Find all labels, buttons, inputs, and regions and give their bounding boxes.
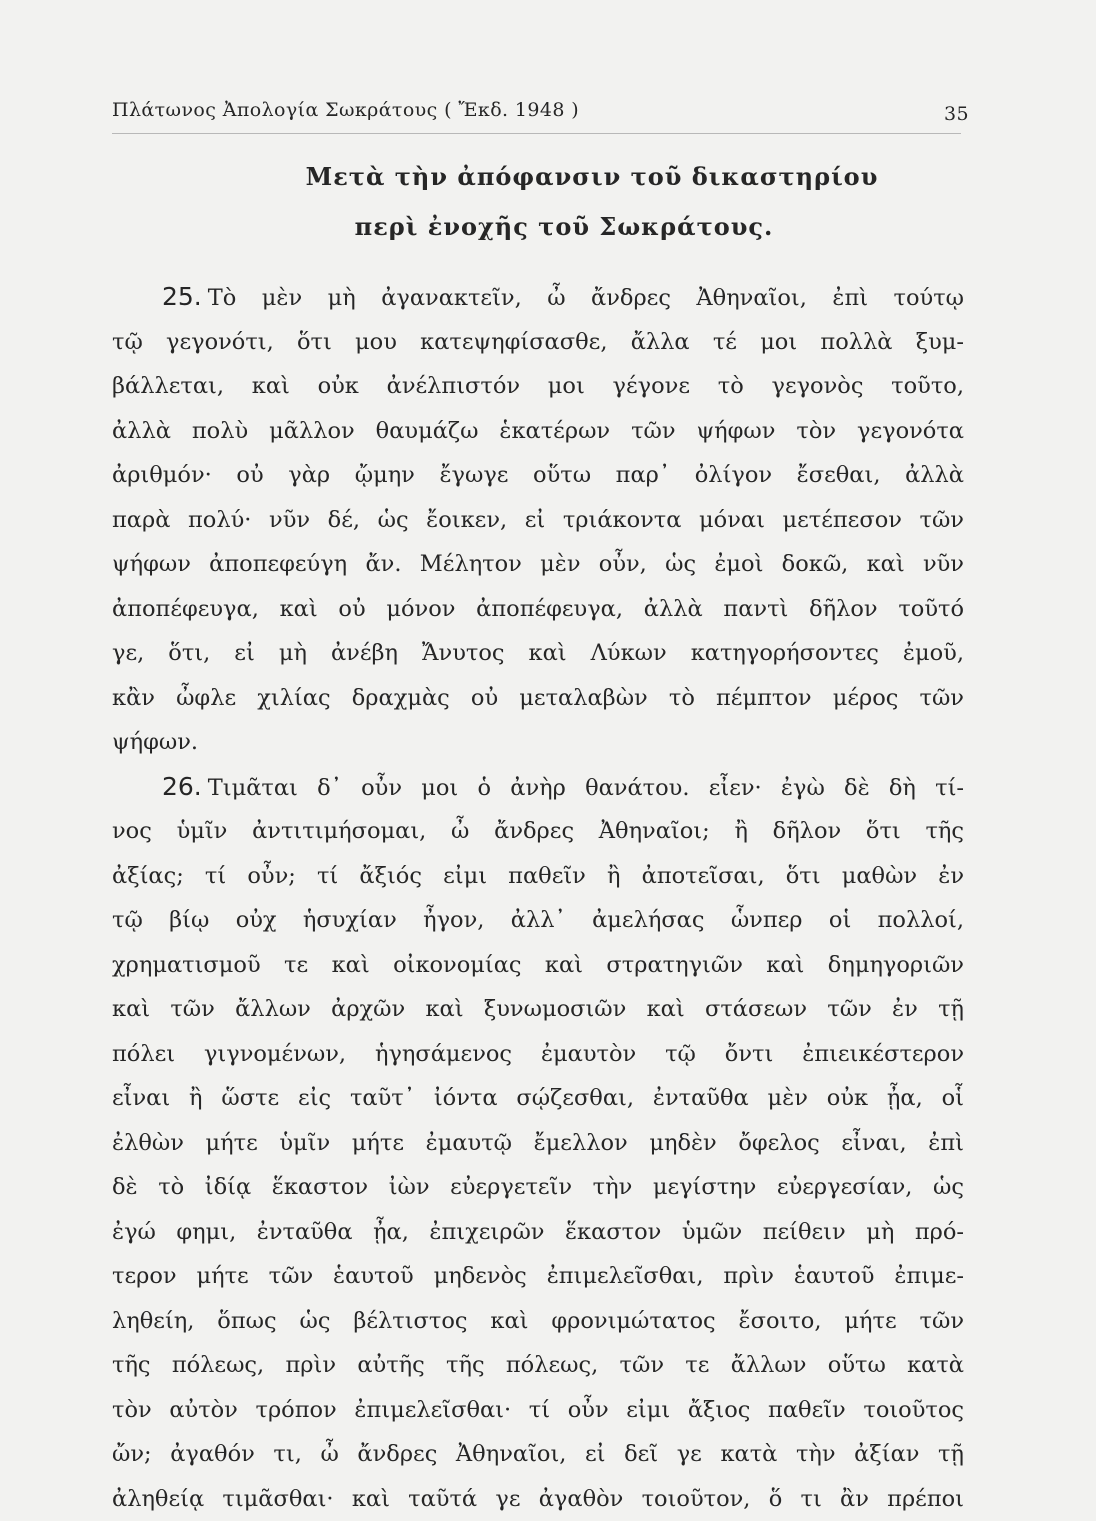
text-line: ὤν; ἀγαθόν τι, ὦ ἄνδρες Ἀθηναῖοι, εἰ δεῖ γε κατὰ τὴν ἀξίαν τῇ xyxy=(112,1432,964,1477)
text-line: γε, ὅτι, εἰ μὴ ἀνέβη Ἄνυτος καὶ Λύκων κατηγορήσοντες ἐμοῦ, xyxy=(112,631,964,676)
text-line: εἶναι ἢ ὥστε εἰς ταῦτ᾽ ἰόντα σῴζεσθαι, ἐνταῦθα μὲν οὐκ ᾖα, οἷ xyxy=(112,1076,964,1121)
section-number-25: 25. xyxy=(162,282,202,311)
text-line: τὸν αὐτὸν τρόπον ἐπιμελεῖσθαι· τί οὖν εἰμι ἄξιος παθεῖν τοιοῦτος xyxy=(112,1388,964,1433)
section-heading-line-1: Μετὰ τὴν ἀπόφανσιν τοῦ δικαστηρίου xyxy=(44,162,1096,191)
text-line: τῆς πόλεως, πρὶν αὐτῆς τῆς πόλεως, τῶν τε ἄλλων οὕτω κατὰ xyxy=(112,1343,964,1388)
text-line: δὲ τὸ ἰδίᾳ ἕκαστον ἰὼν εὐεργετεῖν τὴν μεγίστην εὐεργεσίαν, ὡς xyxy=(112,1165,964,1210)
text-line: ἀριθμόν· οὐ γὰρ ᾤμην ἔγωγε οὕτω παρ᾽ ὀλίγον ἔσεθαι, ἀλλὰ xyxy=(112,453,964,498)
page-number: 35 xyxy=(944,103,969,125)
section-number-26: 26. xyxy=(162,772,202,801)
text-line: καὶ τῶν ἄλλων ἀρχῶν καὶ ξυνωμοσιῶν καὶ στάσεων τῶν ἐν τῇ xyxy=(112,987,964,1032)
text-line: ἐγώ φημι, ἐνταῦθα ᾖα, ἐπιχειρῶν ἕκαστον ὑμῶν πείθειν μὴ πρό- xyxy=(112,1210,964,1255)
text-line: ἀποπέφευγα, καὶ οὐ μόνον ἀποπέφευγα, ἀλλὰ παντὶ δῆλον τοῦτό xyxy=(112,587,964,632)
section-heading-line-2: περὶ ἐνοχῆς τοῦ Σωκράτους. xyxy=(16,212,1096,241)
text-line: ψήφων ἀποπεφεύγη ἄν. Μέλητον μὲν οὖν, ὡς ἐμοὶ δοκῶ, καὶ νῦν xyxy=(112,542,964,587)
line-text: Τιμᾶται δ᾽ οὖν μοι ὁ ἀνὴρ θανάτου. εἶεν· ἐγὼ δὲ δὴ τί- xyxy=(208,775,964,801)
text-line: τερον μήτε τῶν ἑαυτοῦ μηδενὸς ἐπιμελεῖσθαι, πρὶν ἑαυτοῦ ἐπιμε- xyxy=(112,1254,964,1299)
running-head xyxy=(112,93,961,134)
text-line: παρὰ πολύ· νῦν δέ, ὡς ἔοικεν, εἰ τριάκοντα μόναι μετέπεσον τῶν xyxy=(112,498,964,543)
text-line: ἀληθείᾳ τιμᾶσθαι· καὶ ταῦτά γε ἀγαθὸν τοιοῦτον, ὅ τι ἂν πρέποι xyxy=(112,1477,964,1521)
text-line: ἀλλὰ πολὺ μᾶλλον θαυμάζω ἑκατέρων τῶν ψήφων τὸν γεγονότα xyxy=(112,409,964,454)
text-line: κἂν ὦφλε χιλίας δραχμὰς οὐ μεταλαβὼν τὸ πέμπτον μέρος τῶν xyxy=(112,676,964,721)
text-line xyxy=(112,765,964,810)
running-head-title: Πλάτωνος Ἀπολογία Σωκράτους ( Ἔκδ. 1948 ) xyxy=(112,99,579,121)
line-text: Τὸ μὲν μὴ ἀγανακτεῖν, ὦ ἄνδρες Ἀθηναῖοι, ἐπὶ τούτῳ xyxy=(208,285,964,311)
text-line: πόλει γιγνομένων, ἡγησάμενος ἐμαυτὸν τῷ ὄντι ἐπιεικέστερον xyxy=(112,1032,964,1077)
text-line: νος ὑμῖν ἀντιτιμήσομαι, ὦ ἄνδρες Ἀθηναῖοι; ἢ δῆλον ὅτι τῆς xyxy=(112,809,964,854)
text-line: ψήφων. xyxy=(112,720,964,765)
body-text xyxy=(112,275,964,1521)
text-line: βάλλεται, καὶ οὐκ ἀνέλπιστόν μοι γέγονε τὸ γεγονὸς τοῦτο, xyxy=(112,364,964,409)
text-line: ἐλθὼν μήτε ὑμῖν μήτε ἐμαυτῷ ἔμελλον μηδὲν ὄφελος εἶναι, ἐπὶ xyxy=(112,1121,964,1166)
text-line: ληθείη, ὅπως ὡς βέλτιστος καὶ φρονιμώτατος ἔσοιτο, μήτε τῶν xyxy=(112,1299,964,1344)
text-line xyxy=(112,275,964,320)
text-line: τῷ γεγονότι, ὅτι μου κατεψηφίσασθε, ἄλλα τέ μοι πολλὰ ξυμ- xyxy=(112,320,964,365)
text-line: χρηματισμοῦ τε καὶ οἰκονομίας καὶ στρατηγιῶν καὶ δημηγοριῶν xyxy=(112,943,964,988)
text-line: τῷ βίῳ οὐχ ἡσυχίαν ἦγον, ἀλλ᾽ ἀμελήσας ὧνπερ οἱ πολλοί, xyxy=(112,898,964,943)
text-line: ἀξίας; τί οὖν; τί ἄξιός εἰμι παθεῖν ἢ ἀποτεῖσαι, ὅτι μαθὼν ἐν xyxy=(112,854,964,899)
